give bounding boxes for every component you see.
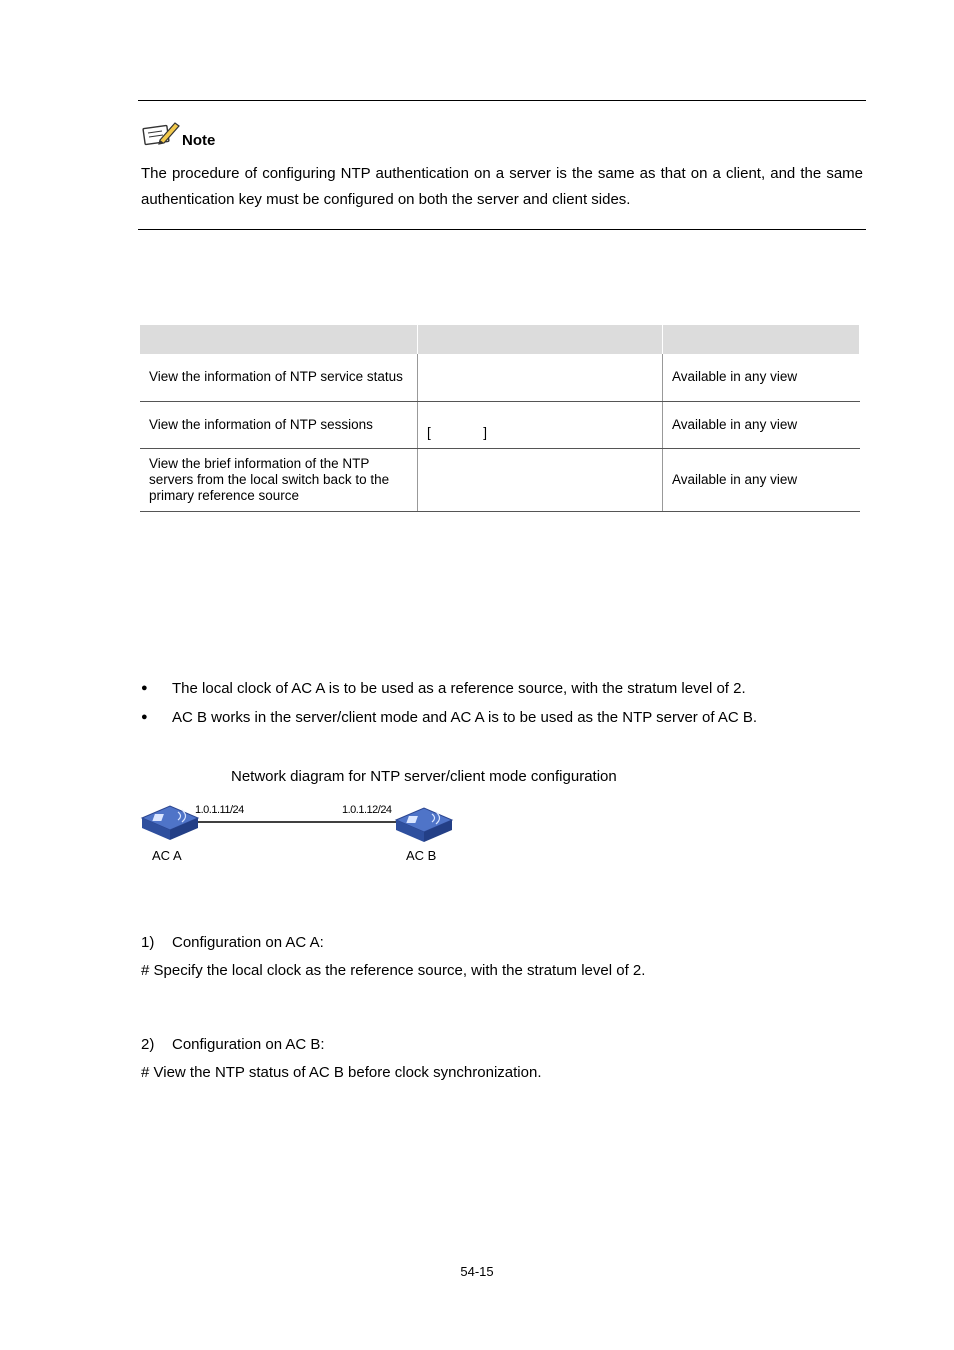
left-device-name: AC A — [152, 848, 182, 863]
table-header-row — [140, 325, 860, 354]
table-cell-description: View the information of NTP service status — [140, 354, 418, 401]
switch-icon — [394, 802, 454, 844]
table-header-cell — [418, 325, 663, 354]
table-header-cell — [140, 325, 418, 354]
table-cell-description: View the brief information of the NTP servers from the local switch back to the primary reference source — [140, 448, 418, 511]
note-bottom-rule — [138, 229, 866, 230]
right-ip-label: 1.0.1.12/24 — [342, 804, 392, 816]
switch-icon — [140, 800, 200, 842]
right-device-name: AC B — [406, 848, 437, 863]
step-description: # View the NTP status of AC B before clock synchronization. — [141, 1064, 542, 1081]
step-title: Configuration on AC B: — [172, 1036, 325, 1053]
table-header-cell — [663, 325, 860, 354]
table-cell-command — [418, 354, 663, 401]
step-title: Configuration on AC A: — [172, 934, 324, 951]
note-icon — [142, 118, 180, 148]
note-label: Note — [182, 132, 216, 149]
page-number: 54-15 — [460, 1264, 494, 1279]
table-cell-remark: Available in any view — [663, 448, 860, 511]
step-description: # Specify the local clock as the reference source, with the stratum level of 2. — [141, 962, 646, 979]
note-top-rule — [138, 100, 866, 101]
table-cell-command: [ ] — [418, 401, 663, 448]
table-cell-remark: Available in any view — [663, 354, 860, 401]
bullet-icon: ● — [141, 711, 148, 723]
note-text: The procedure of configuring NTP authentication on a server is the same as that on a client, and the same authentication key must be configured on both the server and client sides. — [141, 165, 863, 208]
left-ip-label: 1.0.1.11/24 — [195, 804, 244, 816]
table-cell-description: View the information of NTP sessions — [140, 401, 418, 448]
step-number: 1) — [141, 934, 155, 951]
table-cell-command — [418, 448, 663, 511]
table-row — [140, 448, 860, 511]
figure-caption: Network diagram for NTP server/client mode configuration — [231, 768, 617, 785]
table-row — [140, 354, 860, 401]
step-number: 2) — [141, 1036, 155, 1053]
network-diagram — [140, 798, 460, 868]
table-cell-remark: Available in any view — [663, 401, 860, 448]
table-row — [140, 401, 860, 448]
bullet-icon: ● — [141, 682, 148, 694]
display-commands-table — [140, 325, 860, 512]
